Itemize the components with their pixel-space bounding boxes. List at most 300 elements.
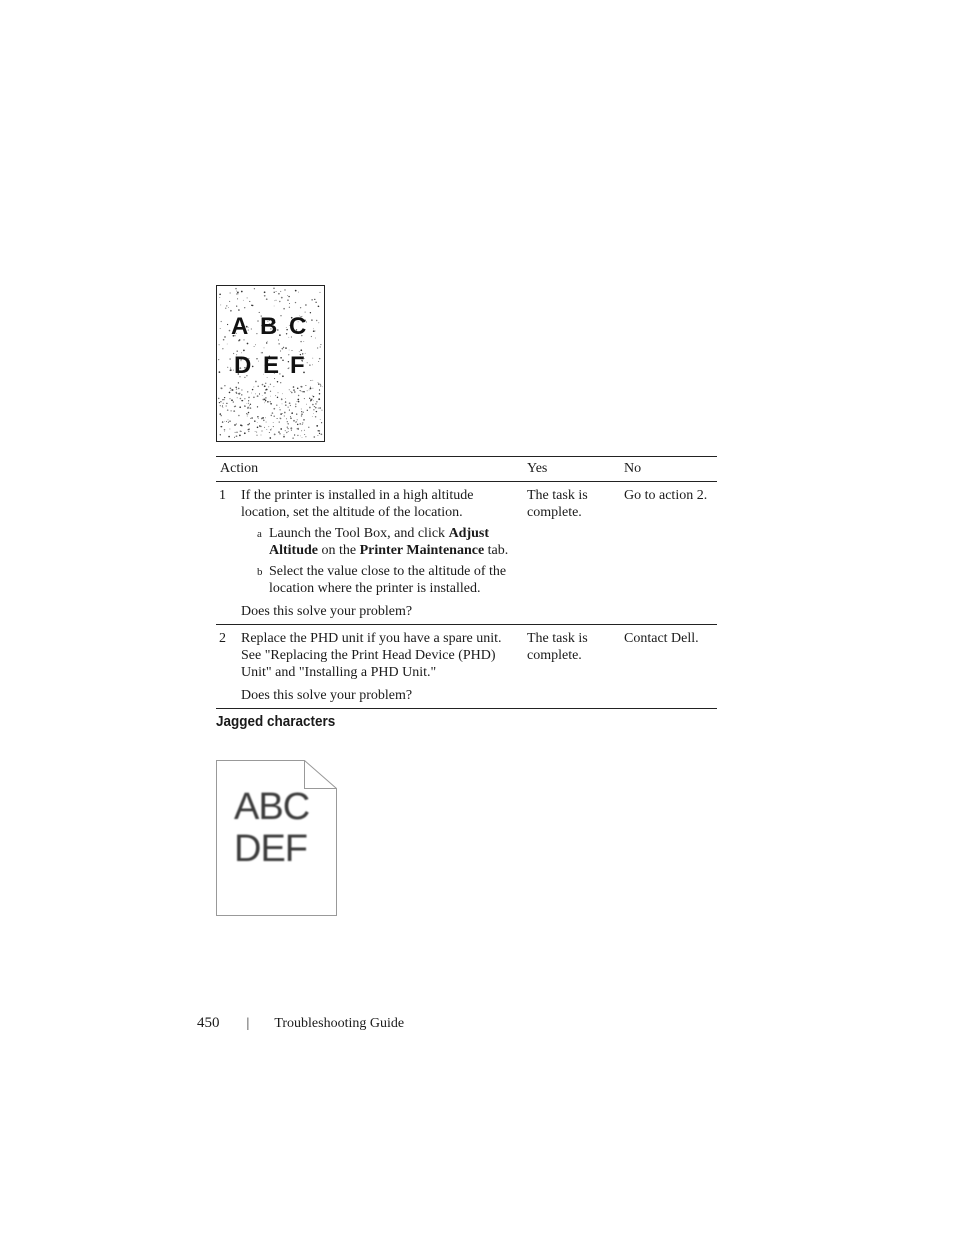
speckle-dot <box>264 402 265 403</box>
speckle-dot <box>319 407 321 409</box>
speckle-dot <box>320 385 321 386</box>
speckle-dot <box>280 428 282 430</box>
speckle-dot <box>319 389 320 390</box>
speckle-dot <box>234 424 236 426</box>
speckle-dot <box>280 418 282 420</box>
speckle-dot <box>308 427 309 428</box>
speckle-dot <box>248 400 249 401</box>
speckle-dot <box>316 320 317 321</box>
speckle-dot <box>289 307 290 308</box>
speckle-dot <box>300 307 301 308</box>
speckle-dot <box>279 373 280 374</box>
speckle-dot <box>265 397 266 398</box>
speckle-dot <box>230 368 231 369</box>
speckle-dot <box>255 431 256 432</box>
speckle-dot <box>318 430 319 431</box>
speckle-dot <box>247 343 249 345</box>
speckle-dot <box>269 432 270 433</box>
speckle-dot <box>247 416 248 417</box>
speckle-dot <box>220 304 221 305</box>
speckle-dot <box>257 406 258 407</box>
speckle-dot <box>307 390 308 391</box>
speckle-dot <box>282 375 284 377</box>
speckle-dot <box>315 407 317 409</box>
speckle-dot <box>227 409 229 411</box>
speckle-dot <box>309 407 311 409</box>
header-yes: Yes <box>523 457 620 482</box>
speckle-dot <box>278 392 279 393</box>
speckle-dot <box>271 429 272 430</box>
speckle-dot <box>315 302 316 303</box>
speckle-dot <box>320 384 321 385</box>
speckle-dot <box>265 389 266 390</box>
speckle-dot <box>293 420 295 422</box>
speckle-dot <box>226 403 227 404</box>
speckle-dot <box>247 297 248 298</box>
speckle-dot <box>249 423 250 424</box>
speckle-dot <box>321 422 322 423</box>
speckle-dot <box>248 429 249 430</box>
speckle-dot <box>247 414 248 415</box>
speckle-dot <box>289 303 290 304</box>
speckle-dot <box>266 429 267 430</box>
speckle-dot <box>285 347 287 349</box>
speckle-dot <box>315 403 317 405</box>
speckle-dot <box>277 381 278 382</box>
speckle-dot <box>241 431 242 432</box>
speckle-dot <box>218 359 219 360</box>
speckle-dot <box>273 287 275 289</box>
speckle-dot <box>319 292 320 293</box>
speckle-dot <box>264 295 266 297</box>
speckle-dot <box>277 418 278 419</box>
speckle-dot <box>262 399 264 401</box>
speckle-dot <box>255 344 256 345</box>
speckle-dot <box>286 329 288 331</box>
speckle-dot <box>219 344 220 345</box>
page-footer <box>197 1015 404 1032</box>
speckle-dot <box>283 308 285 310</box>
speckle-dot <box>319 393 321 395</box>
speckle-dot <box>244 307 245 308</box>
speckle-dot <box>280 315 281 316</box>
speckle-dot <box>295 290 297 292</box>
speckle-dot <box>238 309 240 311</box>
speckle-dot <box>264 348 265 349</box>
speckle-dot <box>312 380 313 381</box>
page-number: 450 <box>197 1015 220 1031</box>
speckle-dot <box>297 419 298 420</box>
speckle-dot <box>279 409 280 410</box>
speckle-dot <box>219 297 220 298</box>
speckle-dot <box>221 415 222 416</box>
speckle-dot <box>290 416 291 417</box>
speckle-dot <box>270 429 272 431</box>
ui-term-printer-maintenance: Printer Maintenance <box>359 543 485 558</box>
speckle-dot <box>270 396 271 397</box>
speckle-dot <box>303 341 304 342</box>
speckle-dot <box>285 430 286 431</box>
speckle-dot <box>266 342 267 343</box>
speckle-dot <box>313 328 314 329</box>
speckle-dot <box>310 312 311 313</box>
speckle-dot <box>222 406 223 407</box>
speckle-dot <box>243 350 245 352</box>
speckle-dot <box>293 386 295 388</box>
speckle-dot <box>296 413 297 414</box>
speckle-dot <box>237 292 239 294</box>
speckle-dot <box>287 299 288 300</box>
speckle-dot <box>243 300 244 301</box>
speckle-dot <box>320 346 321 347</box>
speckle-dot <box>264 392 266 394</box>
table-row <box>216 482 717 625</box>
speckle-dot <box>251 328 252 329</box>
speckle-dot <box>224 385 225 386</box>
speckle-dot <box>309 389 310 390</box>
speckle-dot <box>231 390 232 391</box>
speckle-dot <box>273 422 274 423</box>
speckle-dot <box>275 395 276 396</box>
speckle-dot <box>220 405 221 406</box>
speckle-dot <box>316 411 317 412</box>
speckle-dot <box>301 414 302 415</box>
speckle-dot <box>241 389 242 390</box>
speckle-dot <box>228 307 229 308</box>
speckle-dot <box>276 405 277 406</box>
speckle-illustration <box>217 286 324 441</box>
speckle-dot <box>290 405 291 406</box>
speckle-dot <box>256 333 257 334</box>
speckle-dot <box>227 367 228 368</box>
speckle-dot <box>226 421 227 422</box>
speckle-dot <box>222 407 223 408</box>
sample-letter: D <box>234 352 252 379</box>
speckle-dot <box>318 361 319 362</box>
speckle-dot <box>233 410 235 412</box>
speckle-dot <box>220 328 221 329</box>
speckle-dot <box>285 398 286 399</box>
speckle-dot <box>265 400 266 401</box>
speckle-dot <box>289 389 290 390</box>
speckle-dot <box>313 400 314 401</box>
speckle-dot <box>228 420 229 421</box>
speckle-dot <box>264 427 265 428</box>
speckle-dot <box>278 431 279 432</box>
speckle-dot <box>283 436 285 438</box>
speckle-dot <box>310 380 311 381</box>
speckle-dot <box>279 343 280 344</box>
speckle-dot <box>312 416 313 417</box>
speckle-dot <box>322 386 323 387</box>
speckle-dot <box>302 437 303 438</box>
speckle-dot <box>248 412 250 414</box>
speckle-dot <box>320 419 321 420</box>
speckle-dot <box>225 308 226 309</box>
speckle-dot <box>301 411 302 412</box>
speckle-dot <box>241 394 242 395</box>
speckle-dot <box>313 436 315 438</box>
speckle-dot <box>234 406 235 407</box>
speckle-dot <box>223 403 224 404</box>
speckle-dot <box>279 433 281 435</box>
speckle-dot <box>222 421 223 422</box>
no-cell: Contact Dell. <box>620 625 717 709</box>
speckle-dot <box>284 434 285 435</box>
speckle-dot <box>280 357 282 359</box>
speckle-dot <box>273 415 274 416</box>
speckle-dot <box>304 430 305 431</box>
speckle-dot <box>236 432 238 434</box>
speckle-dot <box>248 403 249 404</box>
speckle-dot <box>297 401 298 402</box>
speckle-dot <box>226 305 227 306</box>
substep-a <box>241 525 519 559</box>
footer-separator: | <box>246 1015 250 1031</box>
speckle-dot <box>224 421 225 422</box>
speckle-dot <box>249 405 250 406</box>
speckle-dot <box>247 391 248 392</box>
speckle-dot <box>261 430 262 431</box>
speckle-dot <box>256 358 257 359</box>
sample-letter: A <box>231 313 249 340</box>
speckle-dot <box>268 386 269 387</box>
speckle-dot <box>304 391 305 392</box>
action-intro: If the printer is installed in a high altitude location, set the altitude of the location. <box>241 488 474 520</box>
speckle-dot <box>237 397 238 398</box>
speckle-dot <box>229 358 231 360</box>
speckle-dot <box>254 346 255 347</box>
speckle-dot <box>290 391 291 392</box>
speckle-dot <box>300 386 301 387</box>
speckle-dot <box>312 364 313 365</box>
speckle-dot <box>224 397 225 398</box>
yes-cell: The task is complete. <box>523 482 620 625</box>
speckle-dot <box>267 401 269 403</box>
speckle-dot <box>220 401 221 402</box>
speckle-dot <box>277 397 278 398</box>
speckle-dot <box>265 417 266 418</box>
table-header-row <box>216 457 717 482</box>
action-number: 2 <box>216 625 237 709</box>
speckle-dot <box>284 415 285 416</box>
speckle-dot <box>305 385 306 386</box>
header-no: No <box>620 457 717 482</box>
speckle-dot <box>292 437 294 439</box>
speckle-dot <box>305 304 307 306</box>
speckle-dot <box>235 288 237 290</box>
speckle-dot <box>255 381 257 383</box>
speckle-dot <box>274 386 275 387</box>
speckle-dot <box>282 348 284 350</box>
speckle-dot <box>315 416 317 418</box>
speckle-dot <box>266 298 268 300</box>
speckle-dot <box>304 434 305 435</box>
speckle-dot <box>312 404 314 406</box>
speckle-dot <box>282 360 284 362</box>
speckle-dot <box>224 431 225 432</box>
speckle-dot <box>318 383 319 384</box>
speckle-dot <box>310 399 312 401</box>
speckle-dot <box>233 401 235 403</box>
speckle-dot <box>318 398 320 400</box>
speckle-dot <box>221 388 223 390</box>
yes-cell: The task is complete. <box>523 625 620 709</box>
speckle-dot <box>235 432 236 433</box>
speckle-dot <box>240 398 242 400</box>
speckle-dot <box>300 423 301 424</box>
speckle-dot <box>316 401 318 403</box>
speckle-dot <box>291 430 292 431</box>
speckle-dot <box>270 384 271 385</box>
speckle-dot <box>295 406 297 408</box>
speckle-dot <box>279 301 280 302</box>
speckle-dot <box>255 394 256 395</box>
speckle-dot <box>291 412 293 414</box>
troubleshooting-table <box>216 456 717 709</box>
no-cell: Go to action 2. <box>620 482 717 625</box>
speckle-dot <box>297 388 299 390</box>
speckle-dot <box>219 371 221 373</box>
substep-b <box>241 563 519 597</box>
speckle-dot <box>291 428 292 429</box>
speckle-dot <box>237 293 238 294</box>
sample-letter: C <box>289 313 307 340</box>
speckle-dot <box>238 388 240 390</box>
speckle-dot <box>231 389 232 390</box>
jagged-characters-sample-image <box>216 760 338 917</box>
speckle-dot <box>302 391 303 392</box>
speckle-dot <box>220 434 221 435</box>
speckle-dot <box>219 413 221 415</box>
speckle-dot <box>274 434 275 435</box>
speckle-dot <box>253 386 254 387</box>
speckle-dot <box>236 293 237 294</box>
speckle-dot <box>234 437 235 438</box>
speckle-dot <box>274 300 275 301</box>
speckle-dot <box>297 424 299 426</box>
table-row <box>216 625 717 709</box>
speckle-dot <box>257 395 259 397</box>
speckle-dot <box>278 293 280 295</box>
speckle-dot <box>222 399 223 400</box>
speckle-dot <box>247 407 248 408</box>
speckle-dot <box>313 413 314 414</box>
speckle-dot <box>317 435 318 436</box>
speckle-dot <box>229 301 230 302</box>
speckle-dot <box>223 339 225 341</box>
speckle-dot <box>301 391 302 392</box>
sample-letter: F <box>290 352 305 379</box>
speckle-dot <box>309 364 311 366</box>
speckle-dot <box>313 396 314 397</box>
speckle-dot <box>311 336 312 337</box>
speckle-dot <box>311 319 313 321</box>
speckle-dot <box>312 388 313 389</box>
speckle-dot <box>257 427 259 429</box>
speckle-dot <box>264 399 266 401</box>
speckle-dot <box>273 408 275 410</box>
speckle-dot <box>261 435 262 436</box>
speckle-dot <box>227 324 228 325</box>
speckle-dot <box>273 426 274 427</box>
speckle-dot <box>271 415 273 417</box>
speckle-dot <box>316 425 318 427</box>
speckle-dot <box>239 435 241 437</box>
speckle-dot <box>312 395 313 396</box>
speckle-dot <box>263 420 265 422</box>
speckle-dot <box>279 422 280 423</box>
speckle-dot <box>240 424 242 426</box>
speckle-dot <box>259 425 261 427</box>
speckle-dot <box>310 401 311 402</box>
section-heading: Jagged characters <box>216 713 336 730</box>
speckle-dot <box>230 293 231 294</box>
speckle-dot <box>317 347 318 348</box>
speckle-dot <box>297 435 298 436</box>
speckle-dot <box>230 398 231 399</box>
speckle-dot <box>229 421 230 422</box>
speckle-dot <box>249 301 250 302</box>
speckle-dot <box>318 408 319 409</box>
speckle-dot <box>254 288 255 289</box>
speckle-dot <box>227 344 228 345</box>
action-question: Does this solve your problem? <box>241 688 413 703</box>
speckle-dot <box>319 358 321 360</box>
speckle-dot <box>297 399 299 401</box>
speckle-dot <box>278 339 279 340</box>
speckle-dot <box>282 403 283 404</box>
speckle-dot <box>235 387 236 388</box>
speckle-dot <box>307 362 308 363</box>
speckle-dot <box>276 291 277 292</box>
speckle-dot <box>259 393 260 394</box>
speckle-dot <box>298 292 299 293</box>
speckle-dot <box>288 296 289 297</box>
speckle-dot <box>294 391 296 393</box>
speckle-dot <box>232 400 233 401</box>
speckle-dot <box>218 398 220 400</box>
speckle-dot <box>294 434 295 435</box>
speckle-dot <box>270 403 272 405</box>
speckle-dot <box>254 420 256 422</box>
speckle-dot <box>261 353 262 354</box>
speckle-dot <box>244 432 246 434</box>
speckle-dot <box>280 350 281 351</box>
speckle-dot <box>230 387 232 389</box>
speckle-dot <box>297 428 298 429</box>
speckle-dot <box>280 382 281 383</box>
action-cell <box>237 625 523 709</box>
speckle-dot <box>265 383 266 384</box>
speckle-dot <box>318 306 319 307</box>
speckle-dot <box>236 423 237 424</box>
speckle-dot <box>286 432 287 433</box>
speckle-dot <box>287 295 288 296</box>
speckle-dot <box>309 398 310 399</box>
speckle-dot <box>250 418 251 419</box>
speckle-dot <box>307 410 308 411</box>
speckle-dot <box>279 334 281 336</box>
speckle-dot <box>288 407 289 408</box>
speckle-dot <box>289 350 290 351</box>
speckle-dot <box>298 429 299 430</box>
speckle-dot <box>300 390 301 391</box>
speckle-dot <box>221 426 223 428</box>
speckle-dot <box>312 358 313 359</box>
speckle-dot <box>305 353 306 354</box>
speckle-dot <box>262 417 264 419</box>
